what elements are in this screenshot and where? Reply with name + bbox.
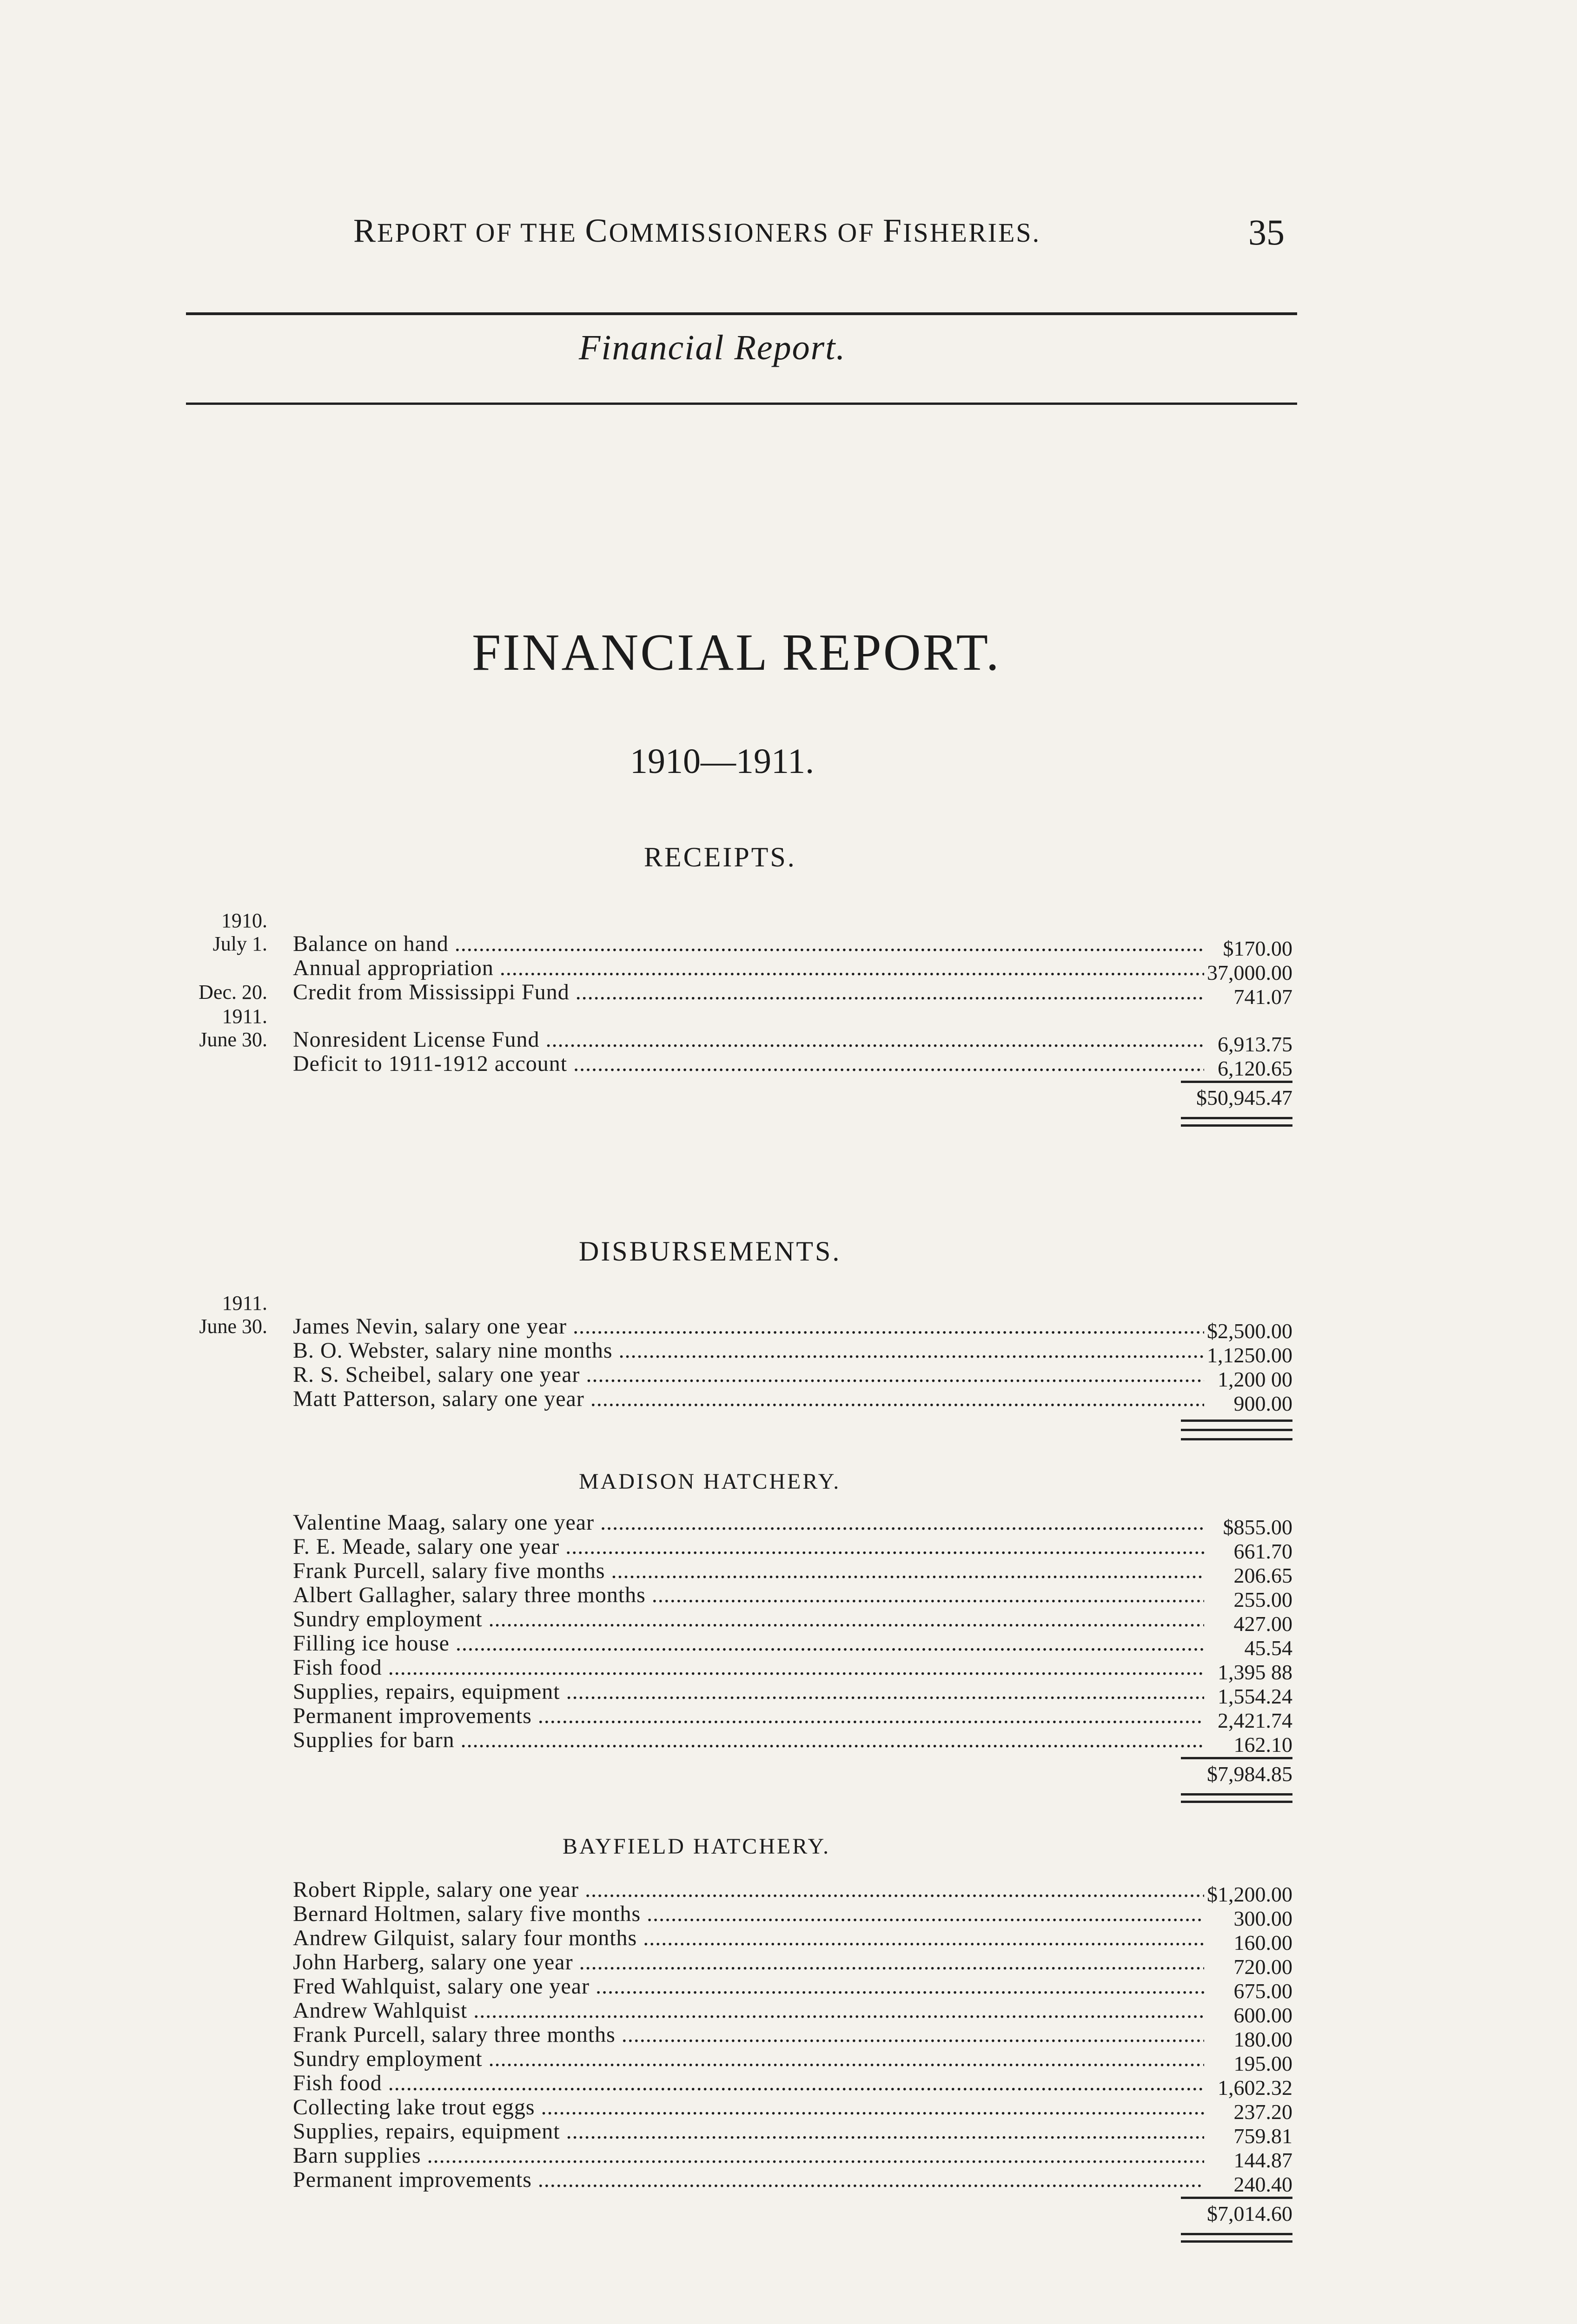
ledger-row	[167, 1535, 1292, 1563]
ledger-row	[167, 1974, 1292, 2003]
ledger-amount: 195.00	[1233, 2052, 1292, 2075]
ledger-description: Supplies, repairs, equipment .....	[293, 2119, 1204, 2144]
ledger-amount: 180.00	[1233, 2027, 1292, 2051]
ledger-date: June 30.	[199, 1028, 267, 1051]
ledger-amount: 741.07	[1233, 985, 1292, 1009]
ledger-description: Supplies for barn .....	[293, 1728, 1204, 1752]
ledger-amount: 1,200 00	[1218, 1367, 1292, 1391]
ledger-row	[167, 980, 1292, 1009]
ledger-amount: 2,421.74	[1218, 1709, 1292, 1732]
ledger-row	[167, 1052, 1292, 1080]
ledger-description: Collecting lake trout eggs .....	[293, 2095, 1204, 2119]
ledger-amount: 1,1250.00	[1207, 1343, 1292, 1367]
ledger-amount: 6,120.65	[1218, 1056, 1292, 1080]
ledger-amount: 759.81	[1233, 2124, 1292, 2148]
ledger-description: Balance on hand .....	[293, 932, 1204, 956]
ledger-row	[167, 1607, 1292, 1636]
ledger-amount: 255.00	[1233, 1588, 1292, 1611]
report-years: 1910—1911.	[630, 742, 815, 781]
ledger-description: Frank Purcell, salary three months .....	[293, 2023, 1204, 2047]
running-head-part: C	[585, 212, 609, 249]
ledger-amount: $1,200.00	[1207, 1882, 1292, 1906]
ledger-description: Valentine Maag, salary one year .....	[293, 1511, 1204, 1535]
ledger-row	[167, 1028, 1292, 1056]
ledger-row	[167, 1314, 1292, 1343]
page-number: 35	[1248, 212, 1285, 252]
receipts-total: $50,945.47	[1196, 1086, 1292, 1109]
ledger-row	[167, 1926, 1292, 1954]
ledger-amount: 6,913.75	[1218, 1032, 1292, 1056]
ledger-row	[167, 2144, 1292, 2172]
ledger-row	[167, 1680, 1292, 1708]
ledger-row	[167, 1728, 1292, 1756]
ledger-row	[167, 2023, 1292, 2051]
ledger-amount: 1,602.32	[1218, 2076, 1292, 2100]
madison-double-rule	[167, 1789, 1292, 1808]
receipts-table	[167, 909, 1292, 1132]
ledger-row	[167, 1999, 1292, 2027]
ledger-row	[167, 1511, 1292, 1539]
madison-total-rule	[1181, 1757, 1292, 1759]
ledger-row	[167, 1902, 1292, 1930]
bayfield-total: $7,014.60	[1207, 2202, 1292, 2225]
ledger-amount: 160.00	[1233, 1931, 1292, 1954]
ledger-description: Albert Gallagher, salary three months .....	[293, 1583, 1204, 1607]
ledger-description: Barn supplies .....	[293, 2144, 1204, 2168]
bayfield-total-rule	[1181, 2197, 1292, 2199]
ledger-row	[167, 1339, 1292, 1367]
ledger-description: James Nevin, salary one year .....	[293, 1314, 1204, 1339]
ledger-description: R. S. Scheibel, salary one year .....	[293, 1363, 1204, 1387]
ledger-row	[167, 2119, 1292, 2148]
ledger-date: 1911.	[222, 1005, 267, 1028]
bayfield-double-rule	[167, 2229, 1292, 2248]
ledger-amount: 144.87	[1233, 2148, 1292, 2172]
ledger-amount: 1,554.24	[1218, 1684, 1292, 1708]
ledger-description: Filling ice house .....	[293, 1631, 1204, 1656]
ledger-amount: 900.00	[1233, 1392, 1292, 1415]
ledger-row	[167, 956, 1292, 984]
madison-table	[167, 1511, 1292, 1808]
ledger-description: Credit from Mississippi Fund .....	[293, 980, 1204, 1004]
ledger-description: Sundry employment .....	[293, 2047, 1204, 2071]
bayfield-table	[167, 1878, 1292, 2248]
receipts-total-rule	[1181, 1081, 1292, 1083]
ledger-description: Matt Patterson, salary one year .....	[293, 1387, 1204, 1411]
ledger-date: July 1.	[212, 932, 267, 955]
ledger-row	[167, 932, 1292, 960]
ledger-date: Dec. 20.	[199, 981, 267, 1004]
ledger-description: Permanent improvements .....	[293, 2168, 1204, 2192]
header-rule-top	[186, 312, 1297, 315]
madison-total-row	[167, 1752, 1292, 1789]
ledger-amount: $2,500.00	[1207, 1319, 1292, 1343]
ledger-row	[167, 1583, 1292, 1611]
ledger-row	[167, 1363, 1292, 1391]
disbursements-rules	[167, 1411, 1292, 1444]
ledger-amount: 237.20	[1233, 2100, 1292, 2124]
ledger-row	[167, 1004, 1292, 1028]
receipts-double-rule	[167, 1113, 1292, 1132]
disbursements-table	[167, 1291, 1292, 1444]
ledger-row	[167, 1704, 1292, 1732]
running-head-part: F	[883, 212, 903, 249]
ledger-row	[167, 1631, 1292, 1660]
ledger-row	[167, 2071, 1292, 2100]
ledger-amount: 162.10	[1233, 1733, 1292, 1756]
ledger-row	[167, 1950, 1292, 1979]
ledger-description: John Harberg, salary one year .....	[293, 1950, 1204, 1974]
receipts-rows	[167, 909, 1292, 1080]
ledger-row	[167, 2095, 1292, 2124]
bayfield-heading: BAYFIELD HATCHERY.	[563, 1834, 831, 1859]
ledger-description: Fred Wahlquist, salary one year .....	[293, 1974, 1204, 1999]
ledger-date: June 30.	[199, 1315, 267, 1338]
ledger-amount: 45.54	[1244, 1636, 1292, 1660]
report-title: FINANCIAL REPORT.	[472, 624, 1001, 681]
ledger-amount: 1,395 88	[1218, 1660, 1292, 1684]
ledger-description: B. O. Webster, salary nine months .....	[293, 1339, 1204, 1363]
ledger-amount: 240.40	[1233, 2172, 1292, 2196]
ledger-amount: 427.00	[1233, 1612, 1292, 1636]
ledger-description: Annual appropriation .....	[293, 956, 1204, 980]
madison-heading: MADISON HATCHERY.	[579, 1469, 841, 1494]
ledger-row	[167, 2168, 1292, 2196]
ledger-amount: $170.00	[1223, 937, 1292, 960]
ledger-date: 1910.	[221, 909, 267, 932]
madison-rows	[167, 1511, 1292, 1756]
ledger-description: Frank Purcell, salary five months .....	[293, 1559, 1204, 1583]
ledger-description: Bernard Holtmen, salary five months .....	[293, 1902, 1204, 1926]
ledger-description: Robert Ripple, salary one year .....	[293, 1878, 1204, 1902]
ledger-description: Sundry employment .....	[293, 1607, 1204, 1631]
ledger-date: 1911.	[222, 1292, 267, 1314]
ledger-description: Fish food .....	[293, 2071, 1204, 2095]
madison-total: $7,984.85	[1207, 1762, 1292, 1786]
ledger-description: Nonresident License Fund .....	[293, 1028, 1204, 1052]
ledger-description: Andrew Gilquist, salary four months .....	[293, 1926, 1204, 1950]
section-title: Financial Report.	[579, 328, 846, 367]
ledger-amount: $855.00	[1223, 1515, 1292, 1539]
ledger-row	[167, 1656, 1292, 1684]
ledger-amount: 300.00	[1233, 1907, 1292, 1930]
running-head	[353, 211, 1040, 250]
bayfield-rows	[167, 1878, 1292, 2196]
running-head-part: EPORT OF THE	[377, 218, 585, 248]
running-head-part: R	[353, 212, 378, 249]
ledger-row	[167, 1559, 1292, 1587]
ledger-amount: 206.65	[1233, 1564, 1292, 1587]
ledger-amount: 720.00	[1233, 1955, 1292, 1979]
disbursements-rows	[167, 1291, 1292, 1415]
ledger-description: F. E. Meade, salary one year .....	[293, 1535, 1204, 1559]
header-rule-bottom	[186, 403, 1297, 405]
ledger-description: Permanent improvements .....	[293, 1704, 1204, 1728]
ledger-amount: 600.00	[1233, 2003, 1292, 2027]
ledger-description: Andrew Wahlquist .....	[293, 1999, 1204, 2023]
ledger-amount: 661.70	[1233, 1539, 1292, 1563]
ledger-description: Deficit to 1911-1912 account .....	[293, 1052, 1204, 1076]
ledger-description: Supplies, repairs, equipment .....	[293, 1680, 1204, 1704]
ledger-row	[167, 1387, 1292, 1415]
running-head-part: ISHERIES.	[903, 218, 1041, 248]
ledger-description: Fish food .....	[293, 1656, 1204, 1680]
ledger-row	[167, 1291, 1292, 1314]
ledger-row	[167, 1878, 1292, 1906]
receipts-total-row	[167, 1076, 1292, 1113]
ledger-amount: 675.00	[1233, 1979, 1292, 2003]
ledger-row	[167, 909, 1292, 932]
ledger-amount: 37,000.00	[1207, 961, 1292, 984]
running-head-part: OMMISSIONERS OF	[609, 218, 883, 248]
disbursements-heading: DISBURSEMENTS.	[579, 1236, 842, 1267]
ledger-row	[167, 2047, 1292, 2075]
bayfield-total-row	[167, 2192, 1292, 2229]
receipts-heading: RECEIPTS.	[644, 842, 796, 872]
